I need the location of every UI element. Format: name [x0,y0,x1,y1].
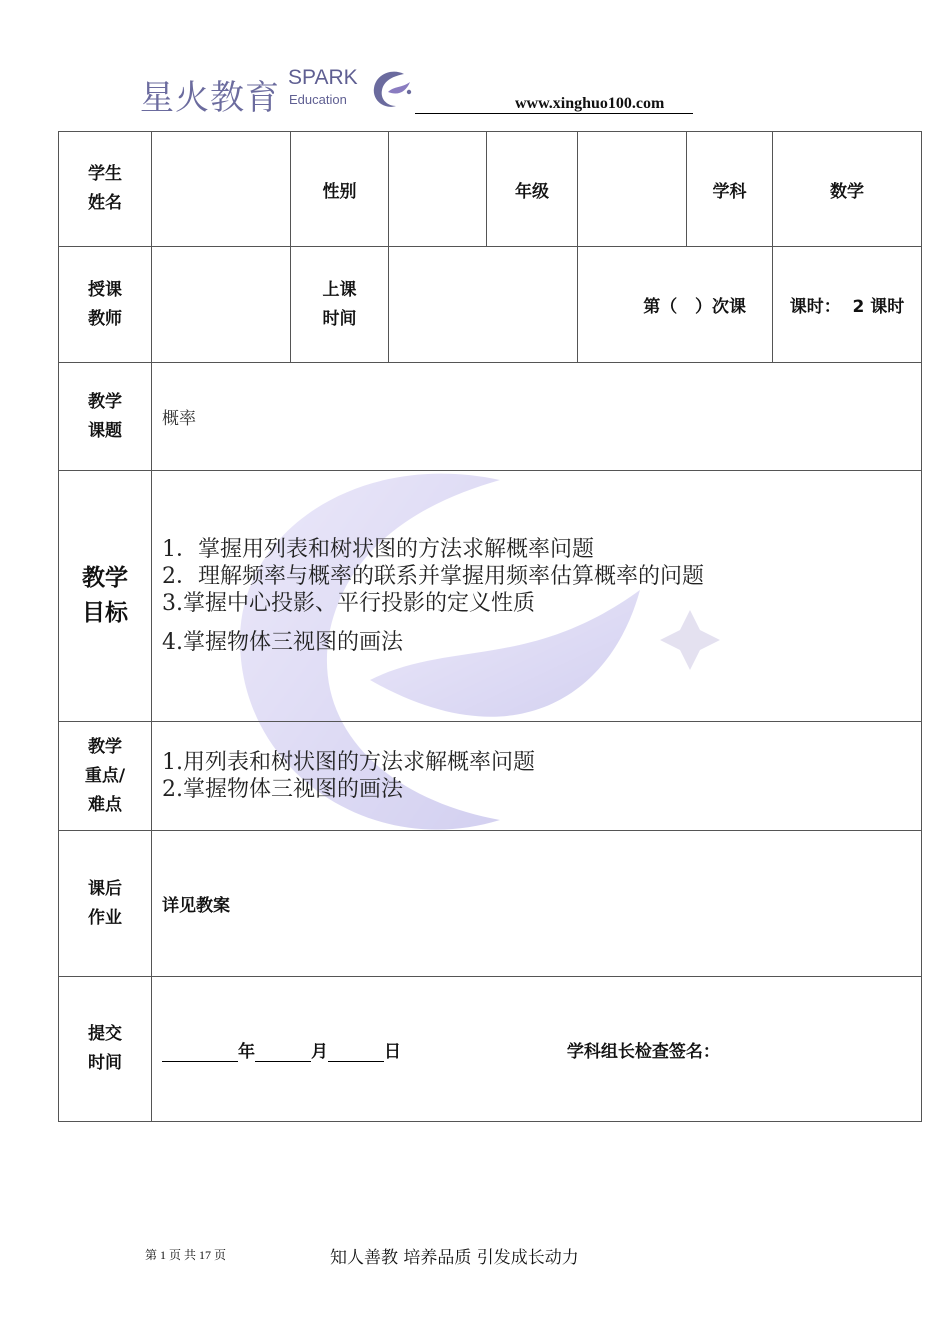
goals-label: 教学 目标 [59,471,152,722]
subject-label: 学科 [687,132,773,247]
month-label: 月 [311,1041,328,1062]
submit-date-row [152,977,922,1122]
footer-slogan: 知人善教 培养品质 引发成长动力 [330,1248,579,1268]
spark-flame-icon [366,66,416,112]
grade-field[interactable] [578,132,687,247]
goal-item: 2．理解频率与概率的联系并掌握用频率估算概率的问题 [162,564,704,589]
class-time-label: 上课 时间 [291,247,389,363]
day-label: 日 [384,1041,401,1062]
student-name-field[interactable] [152,132,291,247]
gender-label: 性别 [291,132,389,247]
keypoint-item: 1.用列表和树状图的方法求解概率问题 [162,750,535,775]
keypoint-item: 2.掌握物体三视图的画法 [162,777,403,802]
logo-chinese: 星火教育 [140,78,280,118]
topic-value: 概率 [152,363,922,471]
topic-label: 教学 课题 [59,363,152,471]
year-blank[interactable] [162,1043,238,1062]
sign-label: 学科组长检查签名： [566,1041,720,1062]
homework-value: 详见教案 [152,831,922,977]
teacher-label: 授课 教师 [59,247,152,363]
month-blank[interactable] [255,1043,311,1062]
class-hours: 课时： 2 课时 [773,247,922,363]
grade-label: 年级 [487,132,578,247]
gender-field[interactable] [389,132,487,247]
goal-item: 4.掌握物体三视图的画法 [162,630,403,655]
keypoints-label: 教学 重点/ 难点 [59,722,152,831]
day-blank[interactable] [328,1043,384,1062]
student-name-label: 学生 姓名 [59,132,152,247]
goals-list [152,471,922,722]
year-label: 年 [238,1041,255,1062]
goal-item: 1．掌握用列表和树状图的方法求解概率问题 [162,537,594,562]
lesson-plan-table [58,131,922,1122]
goal-item: 3.掌握中心投影、平行投影的定义性质 [162,591,535,616]
submit-label: 提交 时间 [59,977,152,1122]
homework-label: 课后 作业 [59,831,152,977]
lesson-number: 第（ ）次课 [578,247,773,363]
subject-value: 数学 [773,132,922,247]
keypoints-list [152,722,922,831]
logo-education: Education [289,92,347,107]
logo-spark: SPARK [288,66,358,89]
teacher-field[interactable] [152,247,291,363]
class-time-field[interactable] [389,247,578,363]
website-url[interactable]: www.xinghuo100.com [515,95,665,112]
page-number: 第 1 页 共 17 页 [145,1248,227,1262]
